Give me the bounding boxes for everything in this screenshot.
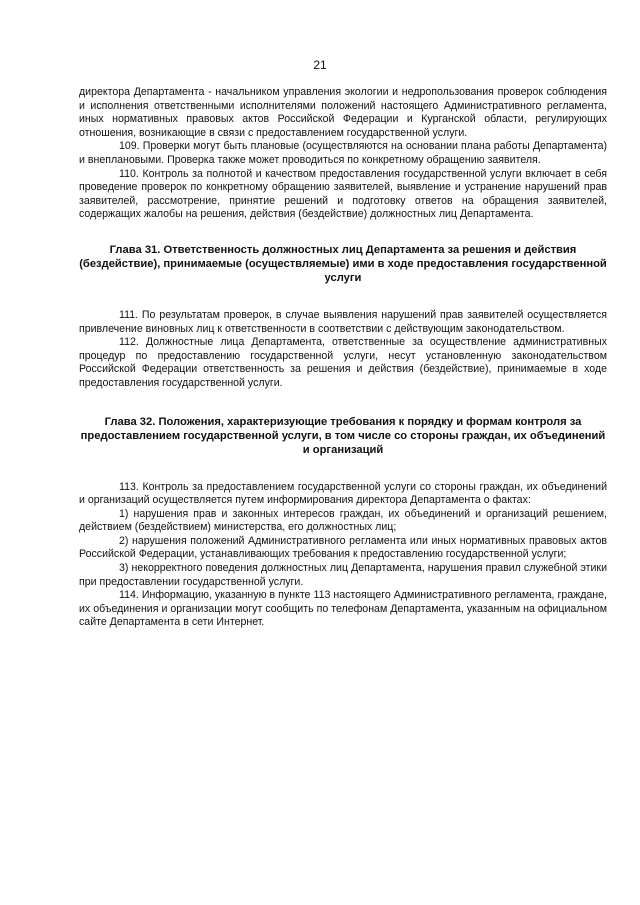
paragraph-113-item-3: 3) некорректного поведения должностных лиц Департамента, нарушения правил служебной этики при предоставлении государственной услуги. bbox=[79, 562, 607, 588]
paragraph-113-item-1: 1) нарушения прав и законных интересов граждан, их объединений и организаций решением, действием (бездействием) министерства, его должностных лиц; bbox=[79, 507, 607, 534]
paragraph-continuation: директора Департамента - начальником управления экологии и недропользования проверок соблюдения и исполнения ответственными исполнителями положений настоящего Административного регламента, иных нормативных правовых актов Российской Федерации и Курганской области, регулирующих отношения, возникающие в связи с предоставлением государственной услуги. bbox=[79, 86, 607, 139]
document-content bbox=[79, 86, 607, 630]
paragraph-114: 114. Информацию, указанную в пункте 113 настоящего Административного регламента, граждане, их объединения и организации могут сообщить по телефонам Департамента, указанным на официальном сайте Департамента в сети Интернет. bbox=[79, 589, 607, 629]
paragraph-113-item-2: 2) нарушения положений Административного регламента или иных нормативных правовых актов Российской Федерации, устанавливающих требования к предоставлению государственной услуги; bbox=[79, 534, 607, 561]
chapter-32-heading: Глава 32. Положения, характеризующие требования к порядку и формам контроля за предоставлением государственной услуги, в том числе со стороны граждан, их объединений и организаций bbox=[80, 415, 606, 456]
page-number: 21 bbox=[313, 58, 327, 72]
chapter-31-heading: Глава 31. Ответственность должностных лиц Департамента за решения и действия (бездействие), принимаемые (осуществляемые) ими в ходе предоставления государственной услуги bbox=[79, 243, 607, 284]
paragraph-111: 111. По результатам проверок, в случае выявления нарушений прав заявителей осуществляется привлечение виновных лиц к ответственности в соответствии с действующим законодательством. bbox=[79, 308, 607, 335]
paragraph-109: 109. Проверки могут быть плановые (осуществляются на основании плана работы Департамента) и внеплановыми. Проверка также может проводиться по конкретному обращению заявителя. bbox=[79, 140, 607, 166]
paragraph-113: 113. Контроль за предоставлением государственной услуги со стороны граждан, их объединений и организаций осуществляется путем информирования директора Департамента о фактах: bbox=[79, 480, 607, 507]
paragraph-110: 110. Контроль за полнотой и качеством предоставления государственной услуги включает в себя проведение проверок по конкретному обращению заявителей, выявление и устранение нарушений прав заявителей, рассмотрение, принятие решений и подготовку ответов на обращения заявителей, содержащих жалобы на решения, действия (бездействие) должностных лиц Департамента. bbox=[79, 167, 607, 221]
paragraph-112: 112. Должностные лица Департамента, ответственные за осуществление административных процедур по предоставлению государственной услуги, несут установленную законодательством Российской Федерации ответственность за решения и действия (бездействие), принимаемые в ходе предоставления государственной услуги. bbox=[79, 336, 607, 389]
